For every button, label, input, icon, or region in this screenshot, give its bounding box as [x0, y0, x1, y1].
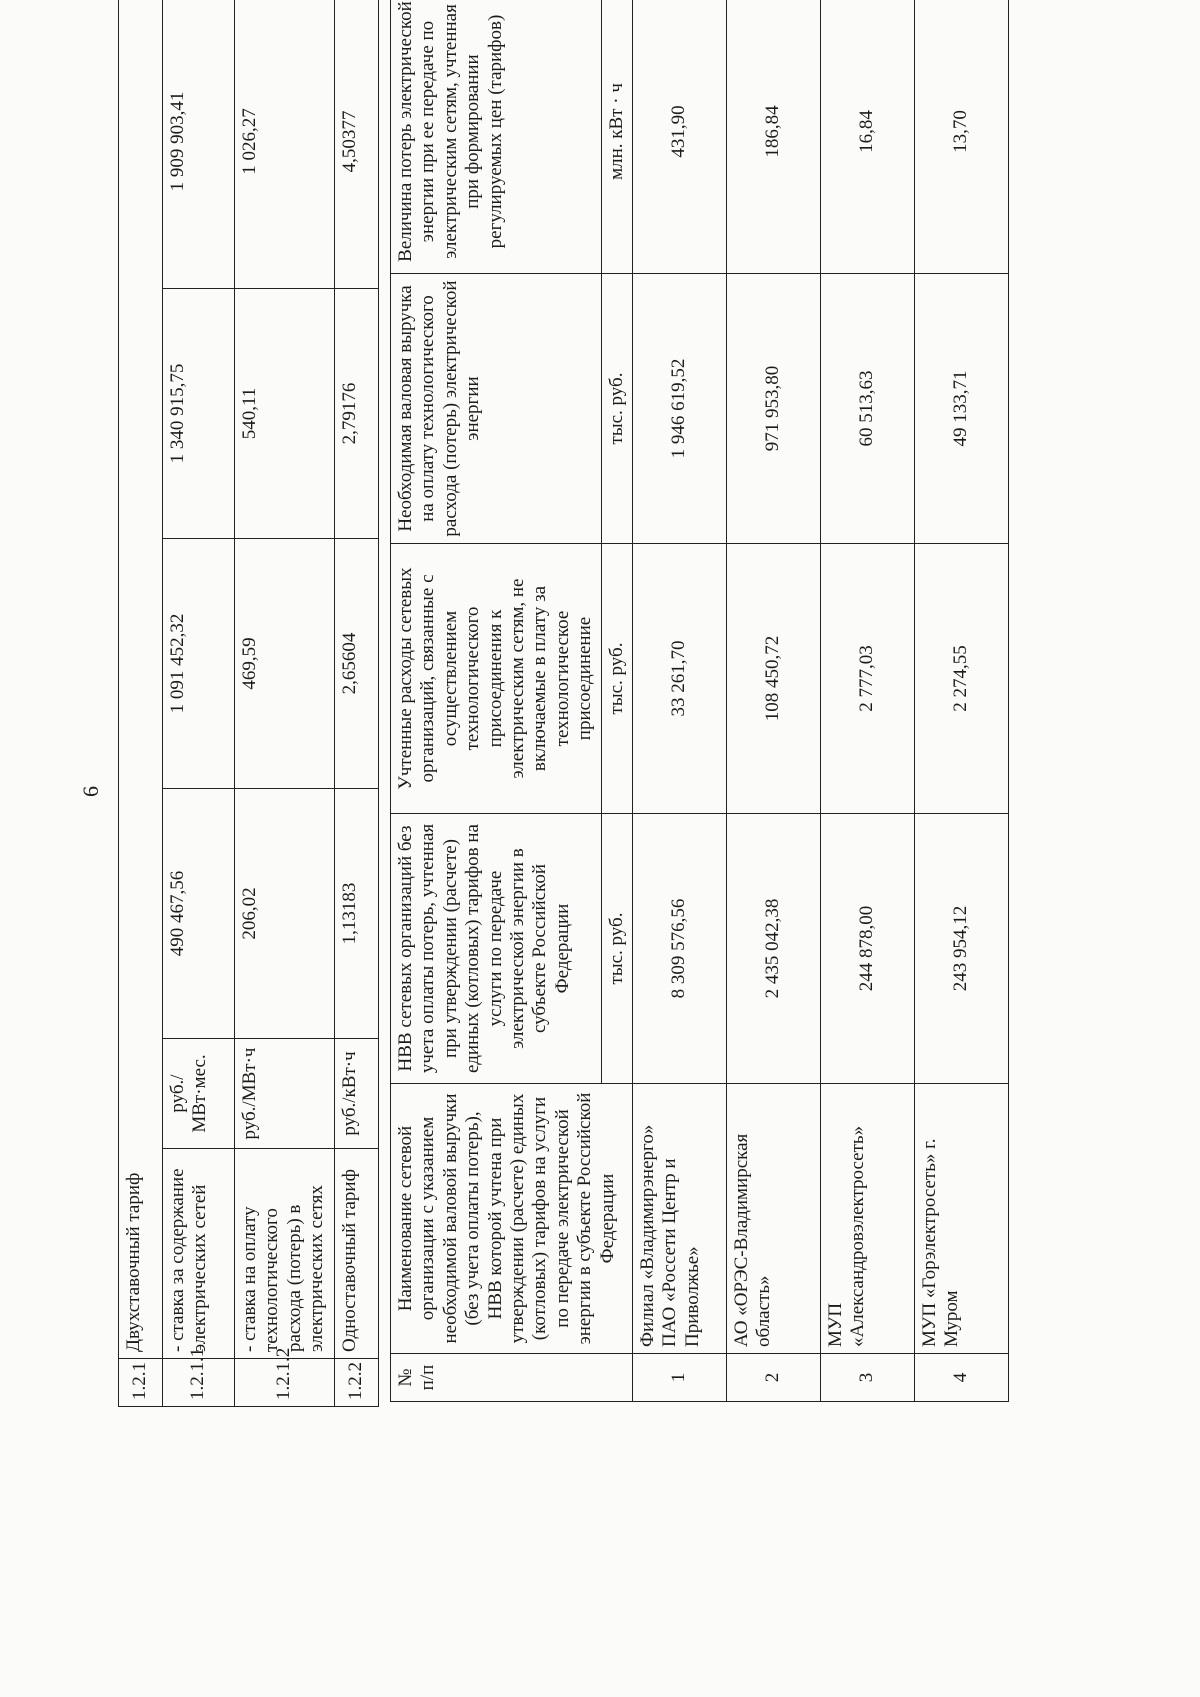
value-cell: 540,11: [235, 289, 335, 539]
value-cell: 490 467,56: [163, 789, 235, 1039]
header-nvv: НВВ сетевых организаций без учета оплаты потерь, учтенная при утверждении (расчете) единых (котловых) тарифов на услуги по передаче электрической энергии в субъекте Российской Федерации: [391, 814, 602, 1084]
loss-volume-value: 186,84: [727, 0, 821, 274]
header-loss-revenue: Необходимая валовая выручка на оплату технологического расхода (потерь) электрической энергии: [391, 274, 602, 544]
row-number: 1.2.2: [335, 1359, 379, 1407]
org-name: АО «ОРЭС-Владимирская область»: [727, 1084, 821, 1354]
unit-loss-revenue: тыс. руб.: [601, 274, 632, 544]
table-row: [821, 0, 915, 1402]
unit-cell: руб./кВт·ч: [335, 1039, 379, 1149]
value-cell: 1 091 452,32: [163, 539, 235, 789]
nvv-table: [390, 0, 1009, 1402]
org-name: МУП «Александровэлектросеть»: [821, 1084, 915, 1354]
row-number: 1.2.1.1: [163, 1359, 235, 1407]
row-number: 1.2.1.2: [235, 1359, 335, 1407]
loss-volume-value: 431,90: [633, 0, 727, 274]
row-number: 1: [633, 1354, 727, 1402]
expenses-value: 2 274,55: [915, 544, 1009, 814]
value-cell: 1 340 915,75: [163, 289, 235, 539]
loss-revenue-value: 1 946 619,52: [633, 274, 727, 544]
org-name: МУП «Горэлектросеть» г. Муром: [915, 1084, 1009, 1354]
expenses-value: 108 450,72: [727, 544, 821, 814]
header-expenses: Учтенные расходы сетевых организаций, связанные с осуществлением технологического присоединения к электрическим сетям, не включаемые в плату за технологическое присоединение: [391, 544, 602, 814]
nvv-value: 8 309 576,56: [633, 814, 727, 1084]
value-cell: 206,02: [235, 789, 335, 1039]
page-number: 6: [78, 786, 103, 797]
loss-revenue-value: 971 953,80: [727, 274, 821, 544]
value-cell: 2,79176: [335, 289, 379, 539]
header-row: [391, 0, 602, 1402]
row-name: Двухставочный тариф: [119, 0, 163, 1359]
header-loss-volume: Величина потерь электрической энергии при ее передаче по электрическим сетям, учтенная при формировании регулируемых цен (тарифов): [391, 0, 602, 274]
row-number: 2: [727, 1354, 821, 1402]
value-cell: 469,59: [235, 539, 335, 789]
row-name: - ставка на оплату технологического расхода (потерь) в электрических сетях: [235, 1149, 335, 1359]
loss-volume-value: 16,84: [821, 0, 915, 274]
unit-cell: руб./ МВт·мес.: [163, 1039, 235, 1149]
header-num: № п/п: [391, 1354, 633, 1402]
value-cell: 2,65604: [335, 539, 379, 789]
value-cell: 4,50377: [335, 0, 379, 289]
tariff-row: [335, 0, 379, 1407]
tariff-row: [163, 0, 235, 1407]
expenses-value: 33 261,70: [633, 544, 727, 814]
row-number: 1.2.1: [119, 1359, 163, 1407]
unit-loss-volume: млн. кВт · ч: [601, 0, 632, 274]
org-name: Филиал «Владимирэнерго» ПАО «Россети Центр и Приволжье»: [633, 1084, 727, 1354]
table-row: [915, 0, 1009, 1402]
loss-volume-value: 13,70: [915, 0, 1009, 274]
unit-expenses: тыс. руб.: [601, 544, 632, 814]
header-name: Наименование сетевой организации с указанием необходимой валовой выручки (без учета оплаты потерь), НВВ которой учтена при утверждении (расчете) единых (котловых) тарифов на услуги по передаче электрической энергии в субъекте Российской Федерации: [391, 1084, 633, 1354]
unit-nvv: тыс. руб.: [601, 814, 632, 1084]
table-row: [633, 0, 727, 1402]
nvv-value: 2 435 042,38: [727, 814, 821, 1084]
row-number: 4: [915, 1354, 1009, 1402]
table-row: [727, 0, 821, 1402]
nvv-value: 244 878,00: [821, 814, 915, 1084]
row-name: Одноставочный тариф: [335, 1149, 379, 1359]
expenses-value: 2 777,03: [821, 544, 915, 814]
value-cell: 1 026,27: [235, 0, 335, 289]
row-number: 3: [821, 1354, 915, 1402]
unit-cell: руб./МВт·ч: [235, 1039, 335, 1149]
value-cell: 1 909 903,41: [163, 0, 235, 289]
tariff-row: [119, 0, 163, 1407]
tariff-table: [118, 0, 379, 1407]
loss-revenue-value: 49 133,71: [915, 274, 1009, 544]
loss-revenue-value: 60 513,63: [821, 274, 915, 544]
nvv-value: 243 954,12: [915, 814, 1009, 1084]
tariff-row: [235, 0, 335, 1407]
value-cell: 1,13183: [335, 789, 379, 1039]
row-name: - ставка за содержание электрических сетей: [163, 1149, 235, 1359]
